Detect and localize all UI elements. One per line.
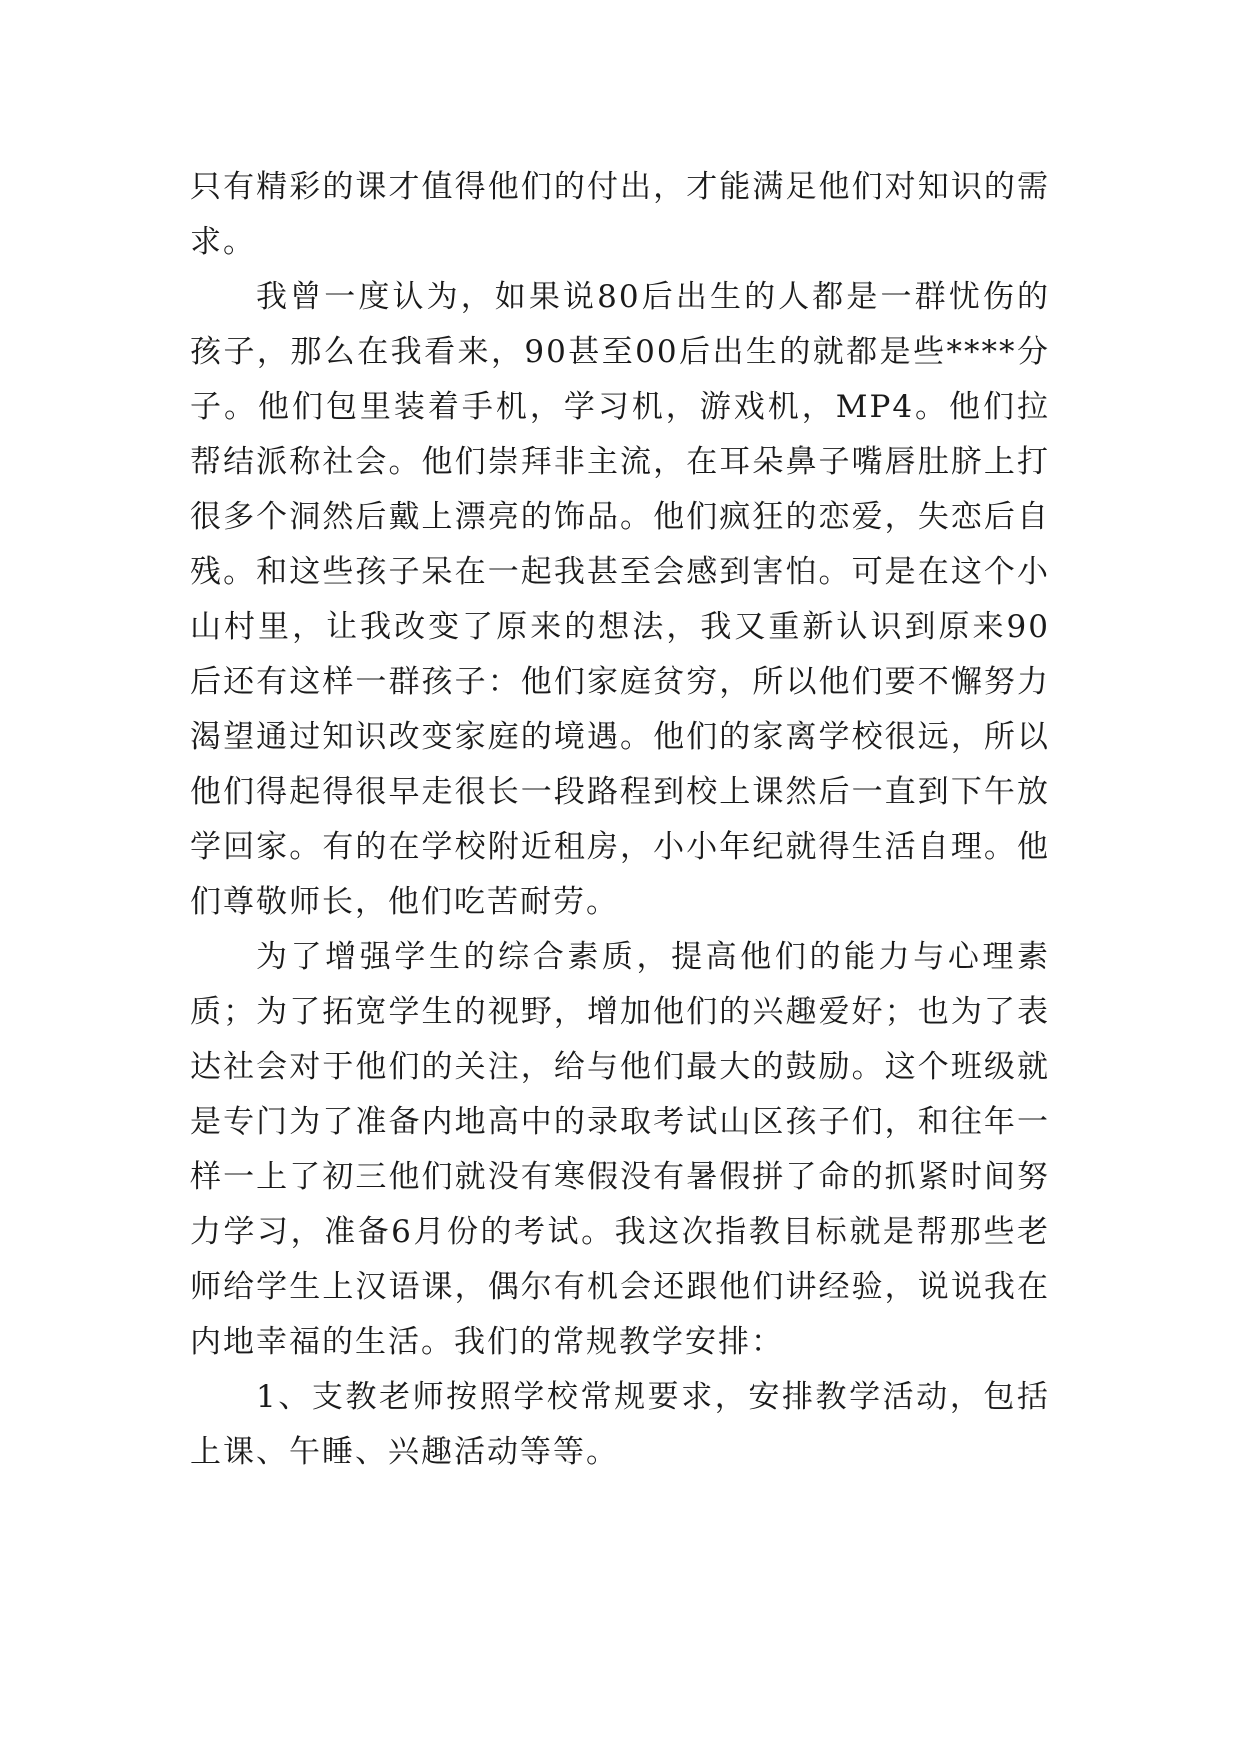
paragraph-1: 只有精彩的课才值得他们的付出，才能满足他们对知识的需求。 xyxy=(190,169,1050,260)
paragraph-3: 为了增强学生的综合素质，提高他们的能力与心理素质；为了拓宽学生的视野，增加他们的兴趣爱好；也为了表达社会对于他们的关注，给与他们最大的鼓励。这个班级就是专门为了准备内地高中的录取考试山区孩子们，和往年一样一上了初三他们就没有寒假没有暑假拼了命的抓紧时间努力学习，准备6月份的考试。我这次指教目标就是帮那些老师给学生上汉语课，偶尔有机会还跟他们讲经验，说说我在内地幸福的生活。我们的常规教学安排： xyxy=(190,939,1050,1360)
document-page xyxy=(190,160,1050,1480)
paragraph-2: 我曾一度认为，如果说80后出生的人都是一群忧伤的孩子，那么在我看来，90甚至00后出生的就都是些****分子。他们包里装着手机，学习机，游戏机，MP4。他们拉帮结派称社会。他们崇拜非主流，在耳朵鼻子嘴唇肚脐上打很多个洞然后戴上漂亮的饰品。他们疯狂的恋爱，失恋后自残。和这些孩子呆在一起我甚至会感到害怕。可是在这个小山村里，让我改变了原来的想法，我又重新认识到原来90后还有这样一群孩子：他们家庭贫穷，所以他们要不懈努力渴望通过知识改变家庭的境遇。他们的家离学校很远，所以他们得起得很早走很长一段路程到校上课然后一直到下午放学回家。有的在学校附近租房，小小年纪就得生活自理。他们尊敬师长，他们吃苦耐劳。 xyxy=(190,279,1050,920)
paragraph-4: 1、支教老师按照学校常规要求，安排教学活动，包括上课、午睡、兴趣活动等等。 xyxy=(190,1379,1050,1470)
